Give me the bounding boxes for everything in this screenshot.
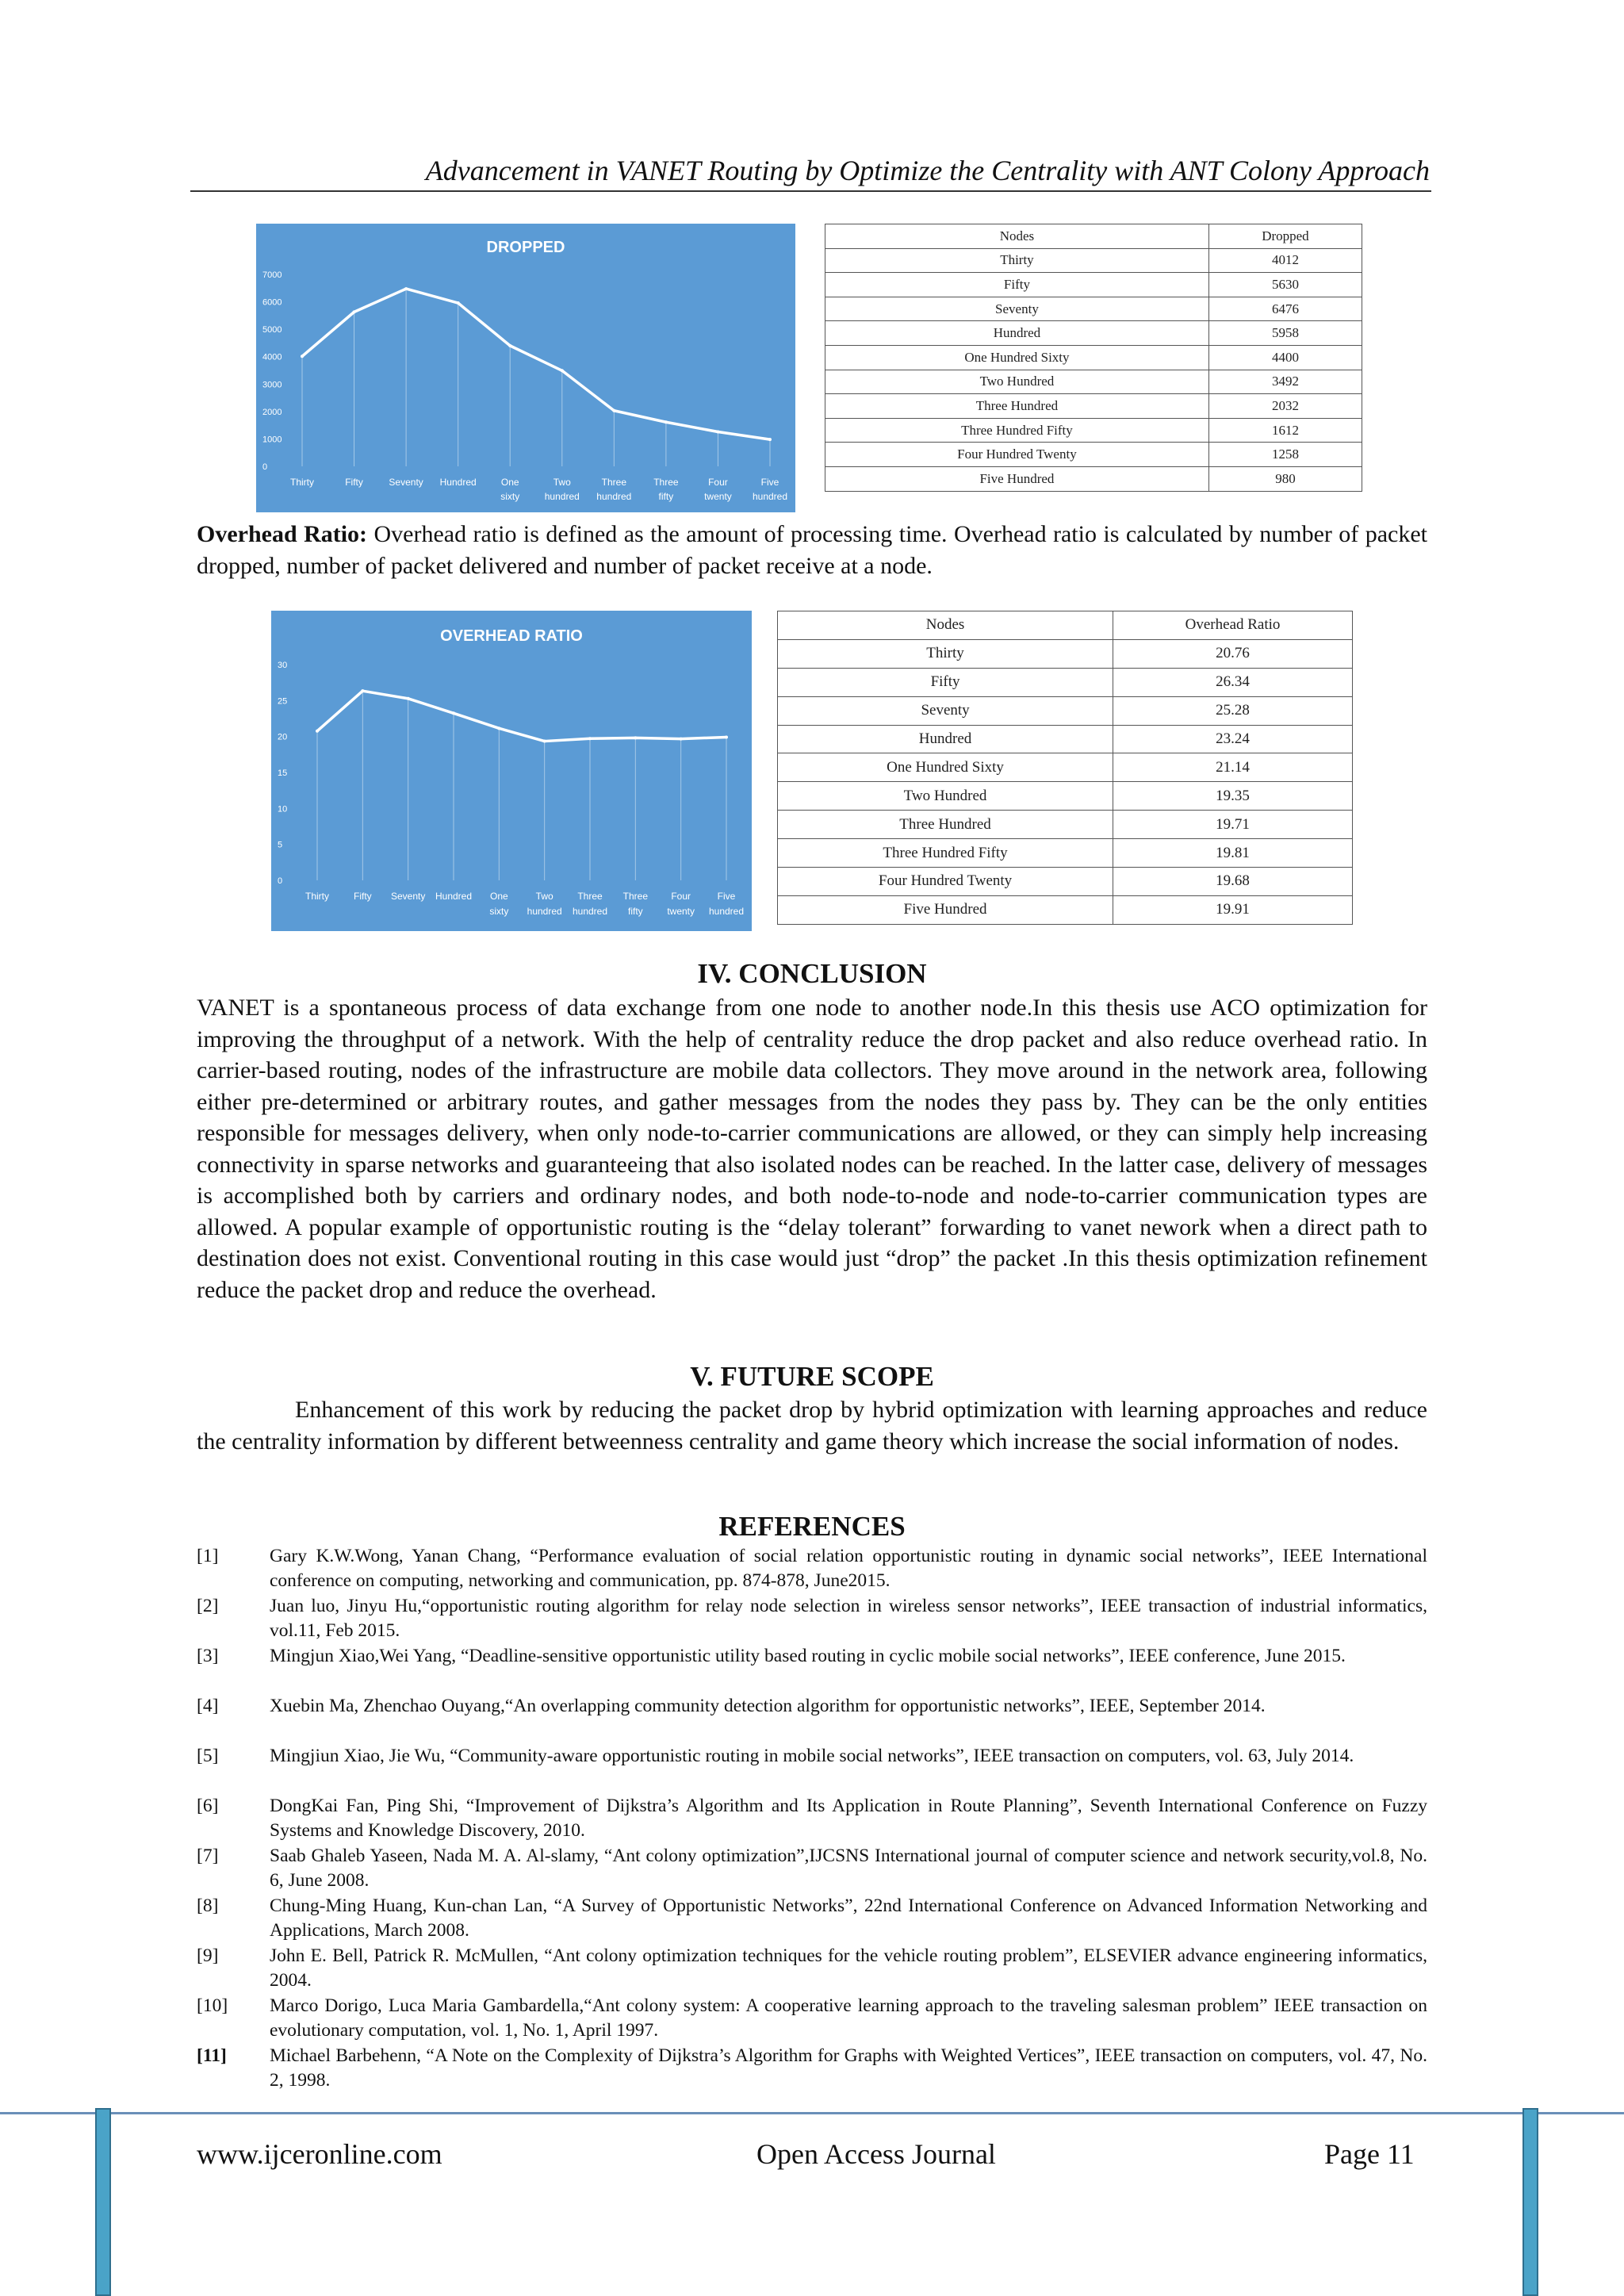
overhead-label: Overhead Ratio:: [197, 521, 368, 547]
overhead-text: Overhead ratio is defined as the amount of processing time. Overhead ratio is calculated by number of packet dropped, number of packet delivered and number of packet receive at a node.: [197, 521, 1427, 579]
data-point: [634, 736, 637, 739]
reference-number: [1]: [197, 1546, 219, 1566]
footer-website: www.ijceronline.com: [197, 2138, 442, 2170]
x-tick-label: Hundred: [439, 477, 477, 488]
table-cell: 21.14: [1113, 753, 1353, 782]
reference-number: [4]: [197, 1696, 219, 1716]
y-tick-label: 30: [278, 661, 288, 670]
references-heading: REFERENCES: [718, 1511, 906, 1542]
table-cell: Two Hundred: [778, 782, 1113, 811]
x-tick-label: Four twenty: [704, 477, 732, 502]
reference-text: Juan luo, Jinyu Hu,“opportunistic routing algorithm for relay node selection in wireless sensor networks”, IEEE transaction of industrial informatics, vol.11, Feb 2015.: [270, 1596, 1427, 1641]
y-tick-label: 5: [278, 840, 283, 850]
data-point: [457, 301, 460, 305]
x-tick-label: Thirty: [305, 891, 329, 902]
table-header-row: [825, 224, 1362, 249]
table-cell: 20.76: [1113, 639, 1353, 668]
x-tick-label: Thirty: [290, 477, 314, 488]
table-cell: Thirty: [825, 248, 1209, 273]
table-cell: 2032: [1208, 394, 1362, 419]
table-header-cell: Nodes: [778, 611, 1113, 640]
x-tick-label: One sixty: [500, 477, 520, 502]
data-point: [361, 689, 364, 692]
table-cell: Three Hundred Fifty: [825, 418, 1209, 443]
reference-number: [2]: [197, 1596, 219, 1616]
reference-number: [8]: [197, 1895, 219, 1916]
table-header-row: [778, 611, 1353, 640]
future-scope-paragraph: Enhancement of this work by reducing the packet drop by hybrid optimization with learning approaches and reduce the centrality information by different betweenness centrality and game theory which increase the social information of nodes.: [197, 1397, 1427, 1455]
conclusion-paragraph: VANET is a spontaneous process of data exchange from one node to another node.In this thesis use ACO optimization for improving the throughput of a network. With the help of centrality reduce the drop packet and also reduce overhead ratio. In carrier-based routing, nodes of the infrastructure are mobile data collectors. They move around in the network area, following either pre-determined or arbitrary routes, and gather messages from the nodes they pass by. They can be the only entities responsible for messages delivery, when only node-to-carrier communications are allowed, or they can simply help increasing connectivity in sparse networks and guaranteeing that also isolated nodes can be reached. In the latter case, delivery of messages is accomplished both by carriers and ordinary nodes, and both node-to-node and node-to-carrier communication types are allowed. A popular example of opportunistic routing is the “delay tolerant” forwarding to vanet nework when a direct path to destination does not exist. Conventional routing in this case would just “drop” the packet .In this thesis optimization refinement reduce the packet drop and reduce the overhead.: [197, 995, 1427, 1303]
x-tick-label: Two hundred: [527, 891, 562, 917]
table-row: [778, 782, 1353, 811]
header-rule: [190, 190, 1431, 192]
table-cell: 23.24: [1113, 725, 1353, 753]
reference-number: [11]: [197, 2045, 227, 2066]
chart-title: DROPPED: [486, 239, 565, 256]
data-point: [316, 730, 319, 733]
table-row: [778, 753, 1353, 782]
table-row: [778, 725, 1353, 753]
table-row: [825, 443, 1362, 467]
table-cell: 4400: [1208, 345, 1362, 370]
y-tick-label: 0: [278, 876, 283, 886]
overhead-paragraph: [197, 519, 1427, 581]
reference-text: John E. Bell, Patrick R. McMullen, “Ant colony optimization techniques for the vehicle routing problem”, ELSEVIER advance engineering informatics, 2004.: [270, 1945, 1427, 1991]
table-row: [778, 868, 1353, 896]
footer-rule: [0, 2112, 1624, 2114]
x-tick-label: Fifty: [353, 891, 372, 902]
x-tick-label: Five hundred: [708, 891, 745, 917]
y-tick-label: 15: [278, 769, 288, 778]
x-tick-label: Three fifty: [622, 891, 649, 917]
table-cell: 980: [1208, 466, 1362, 491]
reference-number: [6]: [197, 1796, 219, 1816]
table-cell: Hundred: [778, 725, 1113, 753]
reference-number: [7]: [197, 1846, 219, 1866]
data-point: [716, 431, 719, 434]
table-cell: Four Hundred Twenty: [778, 868, 1113, 896]
table-cell: Three Hundred: [778, 811, 1113, 839]
data-point: [301, 355, 304, 358]
footer-right-bar: [1522, 2108, 1538, 2296]
table-cell: 19.35: [1113, 782, 1353, 811]
table-cell: 3492: [1208, 370, 1362, 394]
data-point: [404, 287, 408, 290]
table-cell: 4012: [1208, 248, 1362, 273]
table-cell: 5630: [1208, 273, 1362, 297]
table-cell: Three Hundred Fifty: [778, 839, 1113, 868]
x-tick-label: Five hundred: [752, 477, 788, 502]
table-cell: Four Hundred Twenty: [825, 443, 1209, 467]
series-line: [317, 691, 726, 741]
reference-number: [5]: [197, 1746, 219, 1766]
table-row: [778, 668, 1353, 696]
table-cell: 19.91: [1113, 895, 1353, 924]
table-row: [825, 466, 1362, 491]
table-cell: 5958: [1208, 321, 1362, 346]
y-tick-label: 7000: [262, 270, 282, 280]
table-cell: One Hundred Sixty: [825, 345, 1209, 370]
y-tick-label: 25: [278, 696, 288, 707]
data-point: [768, 438, 772, 441]
table-row: [825, 345, 1362, 370]
series-line: [302, 289, 770, 439]
x-tick-label: One sixty: [489, 891, 509, 917]
chart-title: OVERHEAD RATIO: [440, 627, 583, 645]
table-row: [778, 839, 1353, 868]
table-cell: 1612: [1208, 418, 1362, 443]
reference-text: Xuebin Ma, Zhenchao Ouyang,“An overlapping community detection algorithm for opportunistic networks”, IEEE, September 2014.: [270, 1696, 1266, 1716]
table-cell: Seventy: [778, 696, 1113, 725]
table-row: [825, 273, 1362, 297]
table-row: [778, 696, 1353, 725]
table-header-cell: Dropped: [1208, 224, 1362, 249]
y-tick-label: 2000: [262, 407, 282, 417]
reference-text: Saab Ghaleb Yaseen, Nada M. A. Al-slamy, “Ant colony optimization”,IJCSNS International journal of computer science and network security,vol.8, No. 6, June 2008.: [270, 1846, 1427, 1891]
reference-number: [3]: [197, 1646, 219, 1666]
y-tick-label: 1000: [262, 435, 282, 445]
table-cell: 6476: [1208, 297, 1362, 321]
future-scope-heading: V. FUTURE SCOPE: [690, 1361, 934, 1392]
footer-page-number: Page 11: [1324, 2138, 1415, 2170]
running-header: Advancement in VANET Routing by Optimize the Centrality with ANT Colony Approach: [425, 155, 1430, 186]
table-cell: Three Hundred: [825, 394, 1209, 419]
x-tick-label: Fifty: [345, 477, 363, 488]
overhead-table: [777, 611, 1353, 925]
table-row: [778, 639, 1353, 668]
y-tick-label: 4000: [262, 352, 282, 362]
table-row: [825, 370, 1362, 394]
x-tick-label: Seventy: [389, 477, 423, 488]
data-point: [725, 735, 728, 738]
data-point: [508, 344, 511, 347]
reference-text: DongKai Fan, Ping Shi, “Improvement of Dijkstra’s Algorithm and Its Application in Route Planning”, Seventh International Conference on Fuzzy Systems and Knowledge Discovery, 2010.: [270, 1796, 1427, 1841]
data-point: [543, 740, 546, 743]
data-point: [407, 697, 410, 700]
data-point: [588, 737, 592, 740]
conclusion-heading: IV. CONCLUSION: [697, 958, 927, 989]
reference-text: Mingjiun Xiao, Jie Wu, “Community-aware opportunistic routing in mobile social networks”, IEEE transaction on computers, vol. 63, July 2014.: [270, 1746, 1354, 1766]
table-cell: Thirty: [778, 639, 1113, 668]
reference-text: Michael Barbehenn, “A Note on the Complexity of Dijkstra’s Algorithm for Graphs with Weighted Vertices”, IEEE transaction on computers, vol. 47, No. 2, 1998.: [270, 2045, 1427, 2091]
table-header-cell: Overhead Ratio: [1113, 611, 1353, 640]
y-tick-label: 20: [278, 732, 288, 742]
reference-text: Gary K.W.Wong, Yanan Chang, “Performance evaluation of social relation opportunistic routing in dynamic social networks”, IEEE International conference on computing, networking and communication, pp. 874-878, June2015.: [270, 1546, 1427, 1591]
table-row: [825, 321, 1362, 346]
table-cell: 25.28: [1113, 696, 1353, 725]
reference-text: Mingjun Xiao,Wei Yang, “Deadline-sensitive opportunistic utility based routing in cyclic mobile social networks”, IEEE conference, June 2015.: [270, 1646, 1346, 1666]
x-tick-label: Hundred: [435, 891, 473, 902]
table-cell: 26.34: [1113, 668, 1353, 696]
data-point: [452, 711, 455, 715]
data-point: [353, 310, 356, 313]
x-tick-label: Three fifty: [653, 477, 679, 502]
x-tick-label: Four twenty: [667, 891, 695, 917]
dropped-chart-svg: [256, 224, 795, 512]
table-row: [825, 394, 1362, 419]
table-cell: Fifty: [778, 668, 1113, 696]
table-row: [825, 248, 1362, 273]
data-point: [680, 738, 683, 741]
data-point: [561, 369, 564, 372]
table-row: [825, 418, 1362, 443]
table-cell: One Hundred Sixty: [778, 753, 1113, 782]
table-cell: Fifty: [825, 273, 1209, 297]
table-cell: 1258: [1208, 443, 1362, 467]
data-point: [612, 409, 615, 412]
table-cell: Five Hundred: [778, 895, 1113, 924]
table-row: [778, 895, 1353, 924]
table-cell: Seventy: [825, 297, 1209, 321]
y-tick-label: 10: [278, 804, 288, 815]
y-tick-label: 0: [262, 462, 268, 472]
dropped-chart: [256, 224, 795, 512]
x-tick-label: Seventy: [390, 891, 426, 902]
data-point: [665, 420, 668, 424]
table-row: [778, 811, 1353, 839]
footer-left-bar: [95, 2108, 111, 2296]
y-tick-label: 6000: [262, 297, 282, 308]
y-tick-label: 5000: [262, 325, 282, 335]
x-tick-label: Two hundred: [544, 477, 580, 502]
overhead-chart-svg: [271, 611, 752, 931]
table-cell: Hundred: [825, 321, 1209, 346]
table-cell: 19.81: [1113, 839, 1353, 868]
dropped-table: [825, 224, 1362, 492]
x-tick-label: Three hundred: [596, 477, 632, 502]
reference-number: [10]: [197, 1995, 228, 2016]
table-cell: Five Hundred: [825, 466, 1209, 491]
table-cell: 19.71: [1113, 811, 1353, 839]
table-header-cell: Nodes: [825, 224, 1209, 249]
reference-text: Chung-Ming Huang, Kun-chan Lan, “A Survey of Opportunistic Networks”, 22nd International Conference on Advanced Information Networking and Applications, March 2008.: [270, 1895, 1427, 1941]
reference-text: Marco Dorigo, Luca Maria Gambardella,“Ant colony system: A cooperative learning approach to the traveling salesman problem” IEEE transaction on evolutionary computation, vol. 1, No. 1, April 1997.: [270, 1995, 1427, 2041]
reference-number: [9]: [197, 1945, 219, 1966]
table-cell: Two Hundred: [825, 370, 1209, 394]
overhead-chart: [271, 611, 752, 931]
table-cell: 19.68: [1113, 868, 1353, 896]
table-row: [825, 297, 1362, 321]
data-point: [497, 726, 500, 730]
y-tick-label: 3000: [262, 380, 282, 390]
footer-center: Open Access Journal: [756, 2138, 996, 2170]
x-tick-label: Three hundred: [572, 891, 608, 917]
